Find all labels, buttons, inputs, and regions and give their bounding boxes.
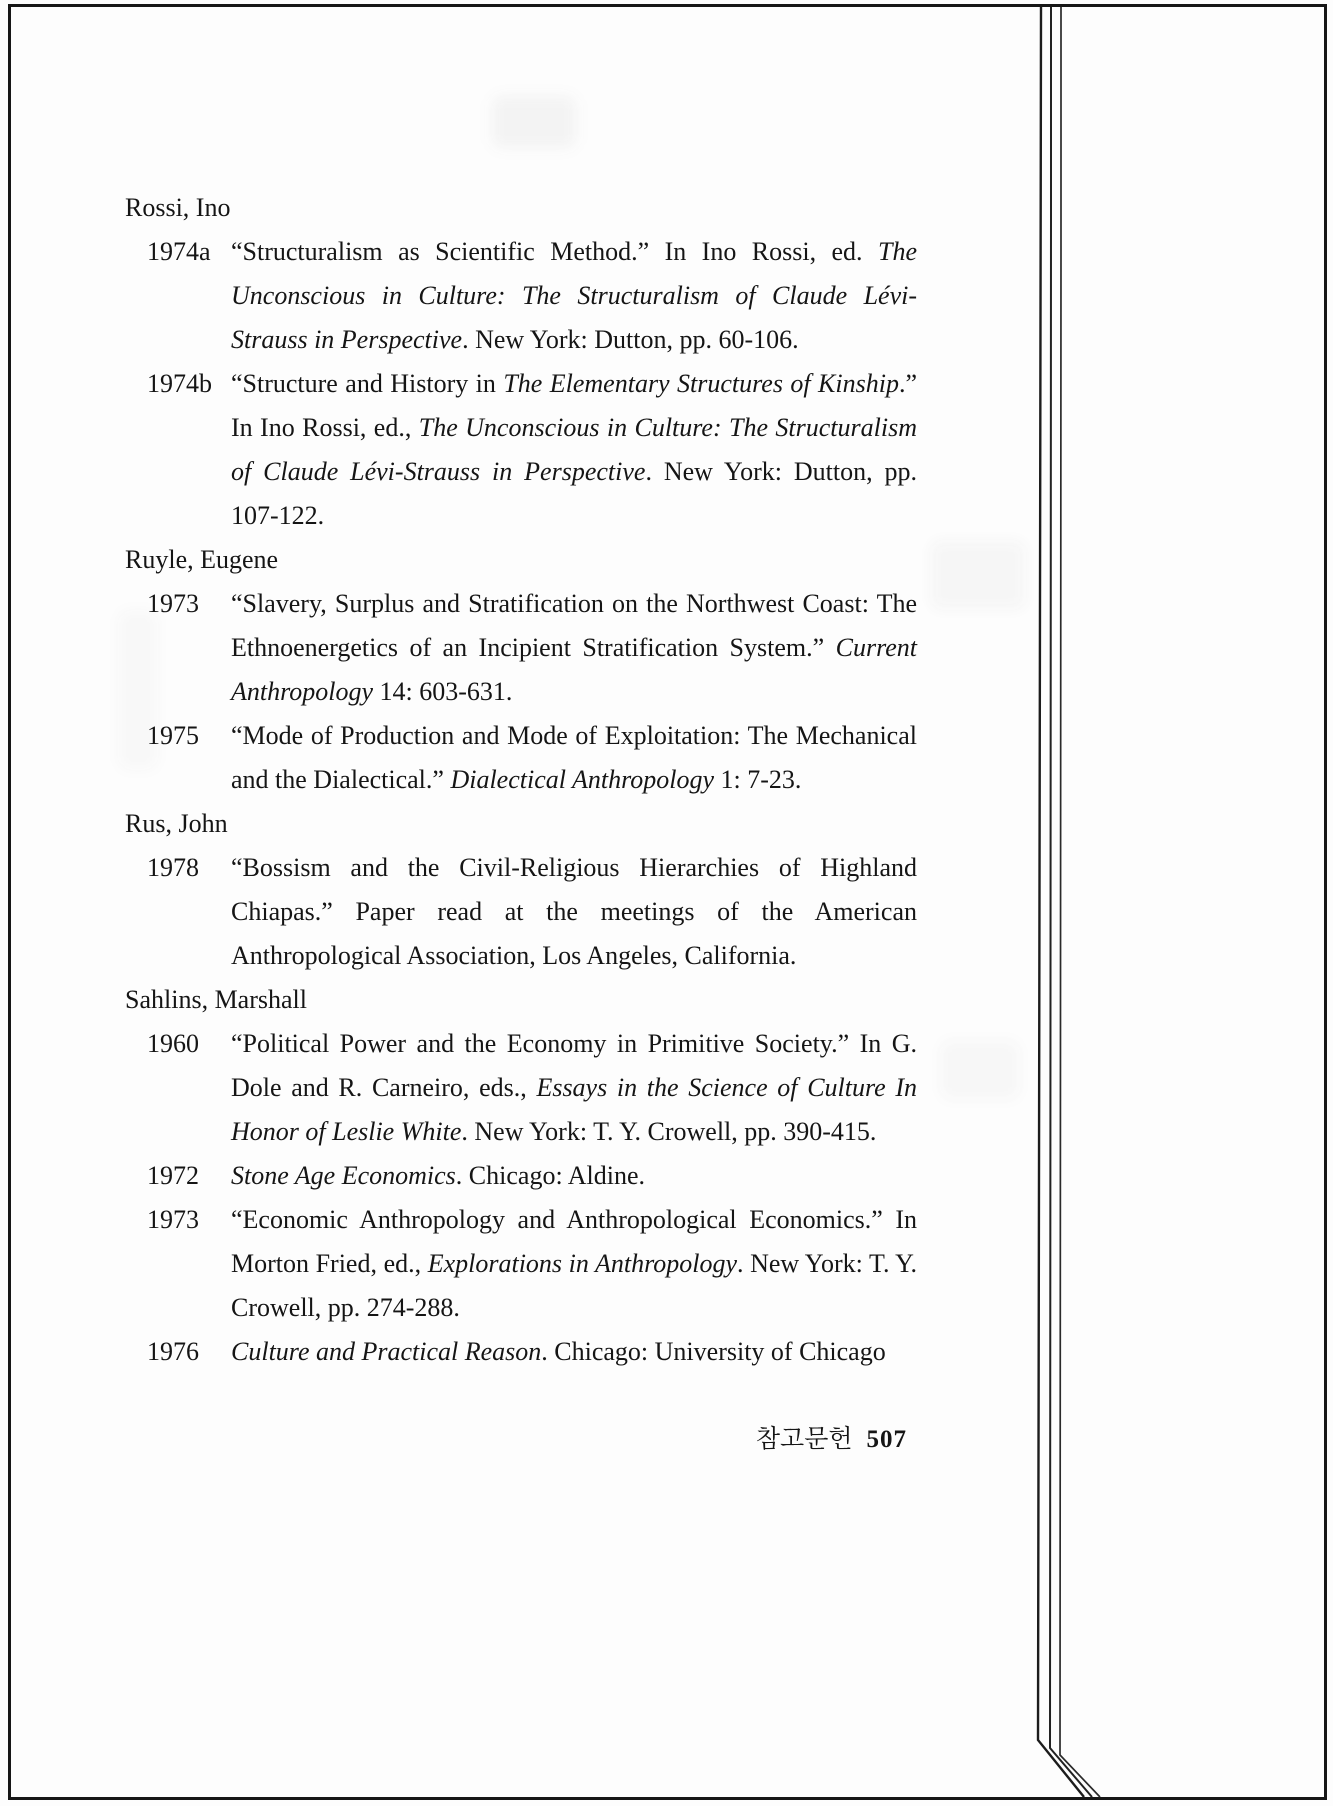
work-title-italic: Current Anthropology [231,633,917,706]
bibliography-page [125,186,917,1456]
entry-text-segment: “Structure and History in [231,369,504,398]
author-heading: Sahlins, Marshall [125,985,307,1014]
bibliography-entry [125,1154,917,1198]
bibliography-entry [125,846,917,978]
entry-text-segment: “Mode of Production and Mode of Exploitation: The Mechanical and the Dialectical.” [231,721,917,794]
entry-text-segment: “Economic Anthropology and Anthropological Economics.” In Morton Fried, ed., [231,1205,917,1278]
entry-text-segment: . New York: T. Y. Crowell, pp. 274-288. [231,1249,917,1322]
author-heading: Ruyle, Eugene [125,545,279,574]
entry-text [231,362,917,538]
entry-text-segment: “Political Power and the Economy in Primitive Society.” In G. Dole and R. Carneiro, eds., [231,1029,917,1102]
entry-text [231,1198,917,1330]
work-title-italic: Dialectical Anthropology [450,765,715,794]
entry-text-segment: . New York: T. Y. Crowell, pp. 390-415. [461,1117,877,1146]
bibliography-entry [125,230,917,362]
entry-text-segment: 14: 603-631. [373,677,513,706]
bibliography-entry [125,362,917,538]
entry-text-segment: . Chicago: University of Chicago [541,1337,886,1366]
bibliography-entry [125,582,917,714]
entry-year: 1973 [147,1205,199,1234]
work-title-italic: Culture and Practical Reason [231,1337,542,1366]
entry-text-segment: . New York: Dutton, pp. 60-106. [462,325,799,354]
entry-text-segment: 1: 7-23. [714,765,802,794]
page-footer [125,1424,917,1456]
entry-year: 1974a [147,237,211,266]
scan-smudge [492,96,576,148]
entry-text-segment: .” In Ino Rossi, ed., [231,369,917,442]
page-edge-line-2 [1050,7,1092,1797]
work-title-italic: Explorations in Anthropology [427,1249,737,1278]
entry-text-segment: . New York: Dutton, pp. 107-122. [231,457,917,530]
entry-text-segment: . Chicago: Aldine. [455,1161,645,1190]
author-heading: Rus, John [125,809,228,838]
entry-year: 1975 [147,721,199,750]
footer-label: 참고문헌 [755,1426,853,1453]
page-number: 507 [866,1426,907,1453]
bibliography-entry [125,714,917,802]
work-title-italic: The Unconscious in Culture: The Structuralism of Claude Lévi-Strauss in Perspective [231,237,917,354]
entry-text [231,1022,917,1154]
bibliography-entry [125,1198,917,1330]
entry-text [231,1154,917,1198]
page-edge-line-3 [1060,7,1100,1797]
bibliography-entry [125,1330,917,1374]
entry-year: 1972 [147,1161,199,1190]
scan-smudge [930,540,1026,610]
scan-smudge [940,1040,1020,1100]
bibliography-list [125,186,917,1374]
entry-text [231,582,917,714]
work-title-italic: Stone Age Economics [231,1161,456,1190]
bibliography-entry [125,1022,917,1154]
work-title-italic: The Unconscious in Culture: The Structuralism of Claude Lévi-Strauss in Perspective [231,413,917,486]
entry-text-segment: “Structuralism as Scientific Method.” In Ino Rossi, ed. [231,237,878,266]
entry-text [231,230,917,362]
author-heading: Rossi, Ino [125,193,231,222]
entry-year: 1974b [147,369,212,398]
entry-text [231,846,917,978]
entry-year: 1978 [147,853,199,882]
entry-year: 1973 [147,589,199,618]
entry-text-segment: “Bossism and the Civil-Religious Hierarchies of Highland Chiapas.” Paper read at the meetings of the American Anthropological Association, Los Angeles, California. [231,853,917,970]
work-title-italic: Essays in the Science of Culture In Honor of Leslie White [231,1073,918,1146]
page-edge-line-1 [1038,7,1084,1797]
work-title-italic: The Elementary Structures of Kinship [503,369,899,398]
entry-year: 1960 [147,1029,199,1058]
entry-text-segment: “Slavery, Surplus and Stratification on the Northwest Coast: The Ethnoenergetics of an Incipient Stratification System.” [231,589,917,662]
entry-text [231,1330,917,1374]
entry-year: 1976 [147,1337,199,1366]
entry-text [231,714,917,802]
